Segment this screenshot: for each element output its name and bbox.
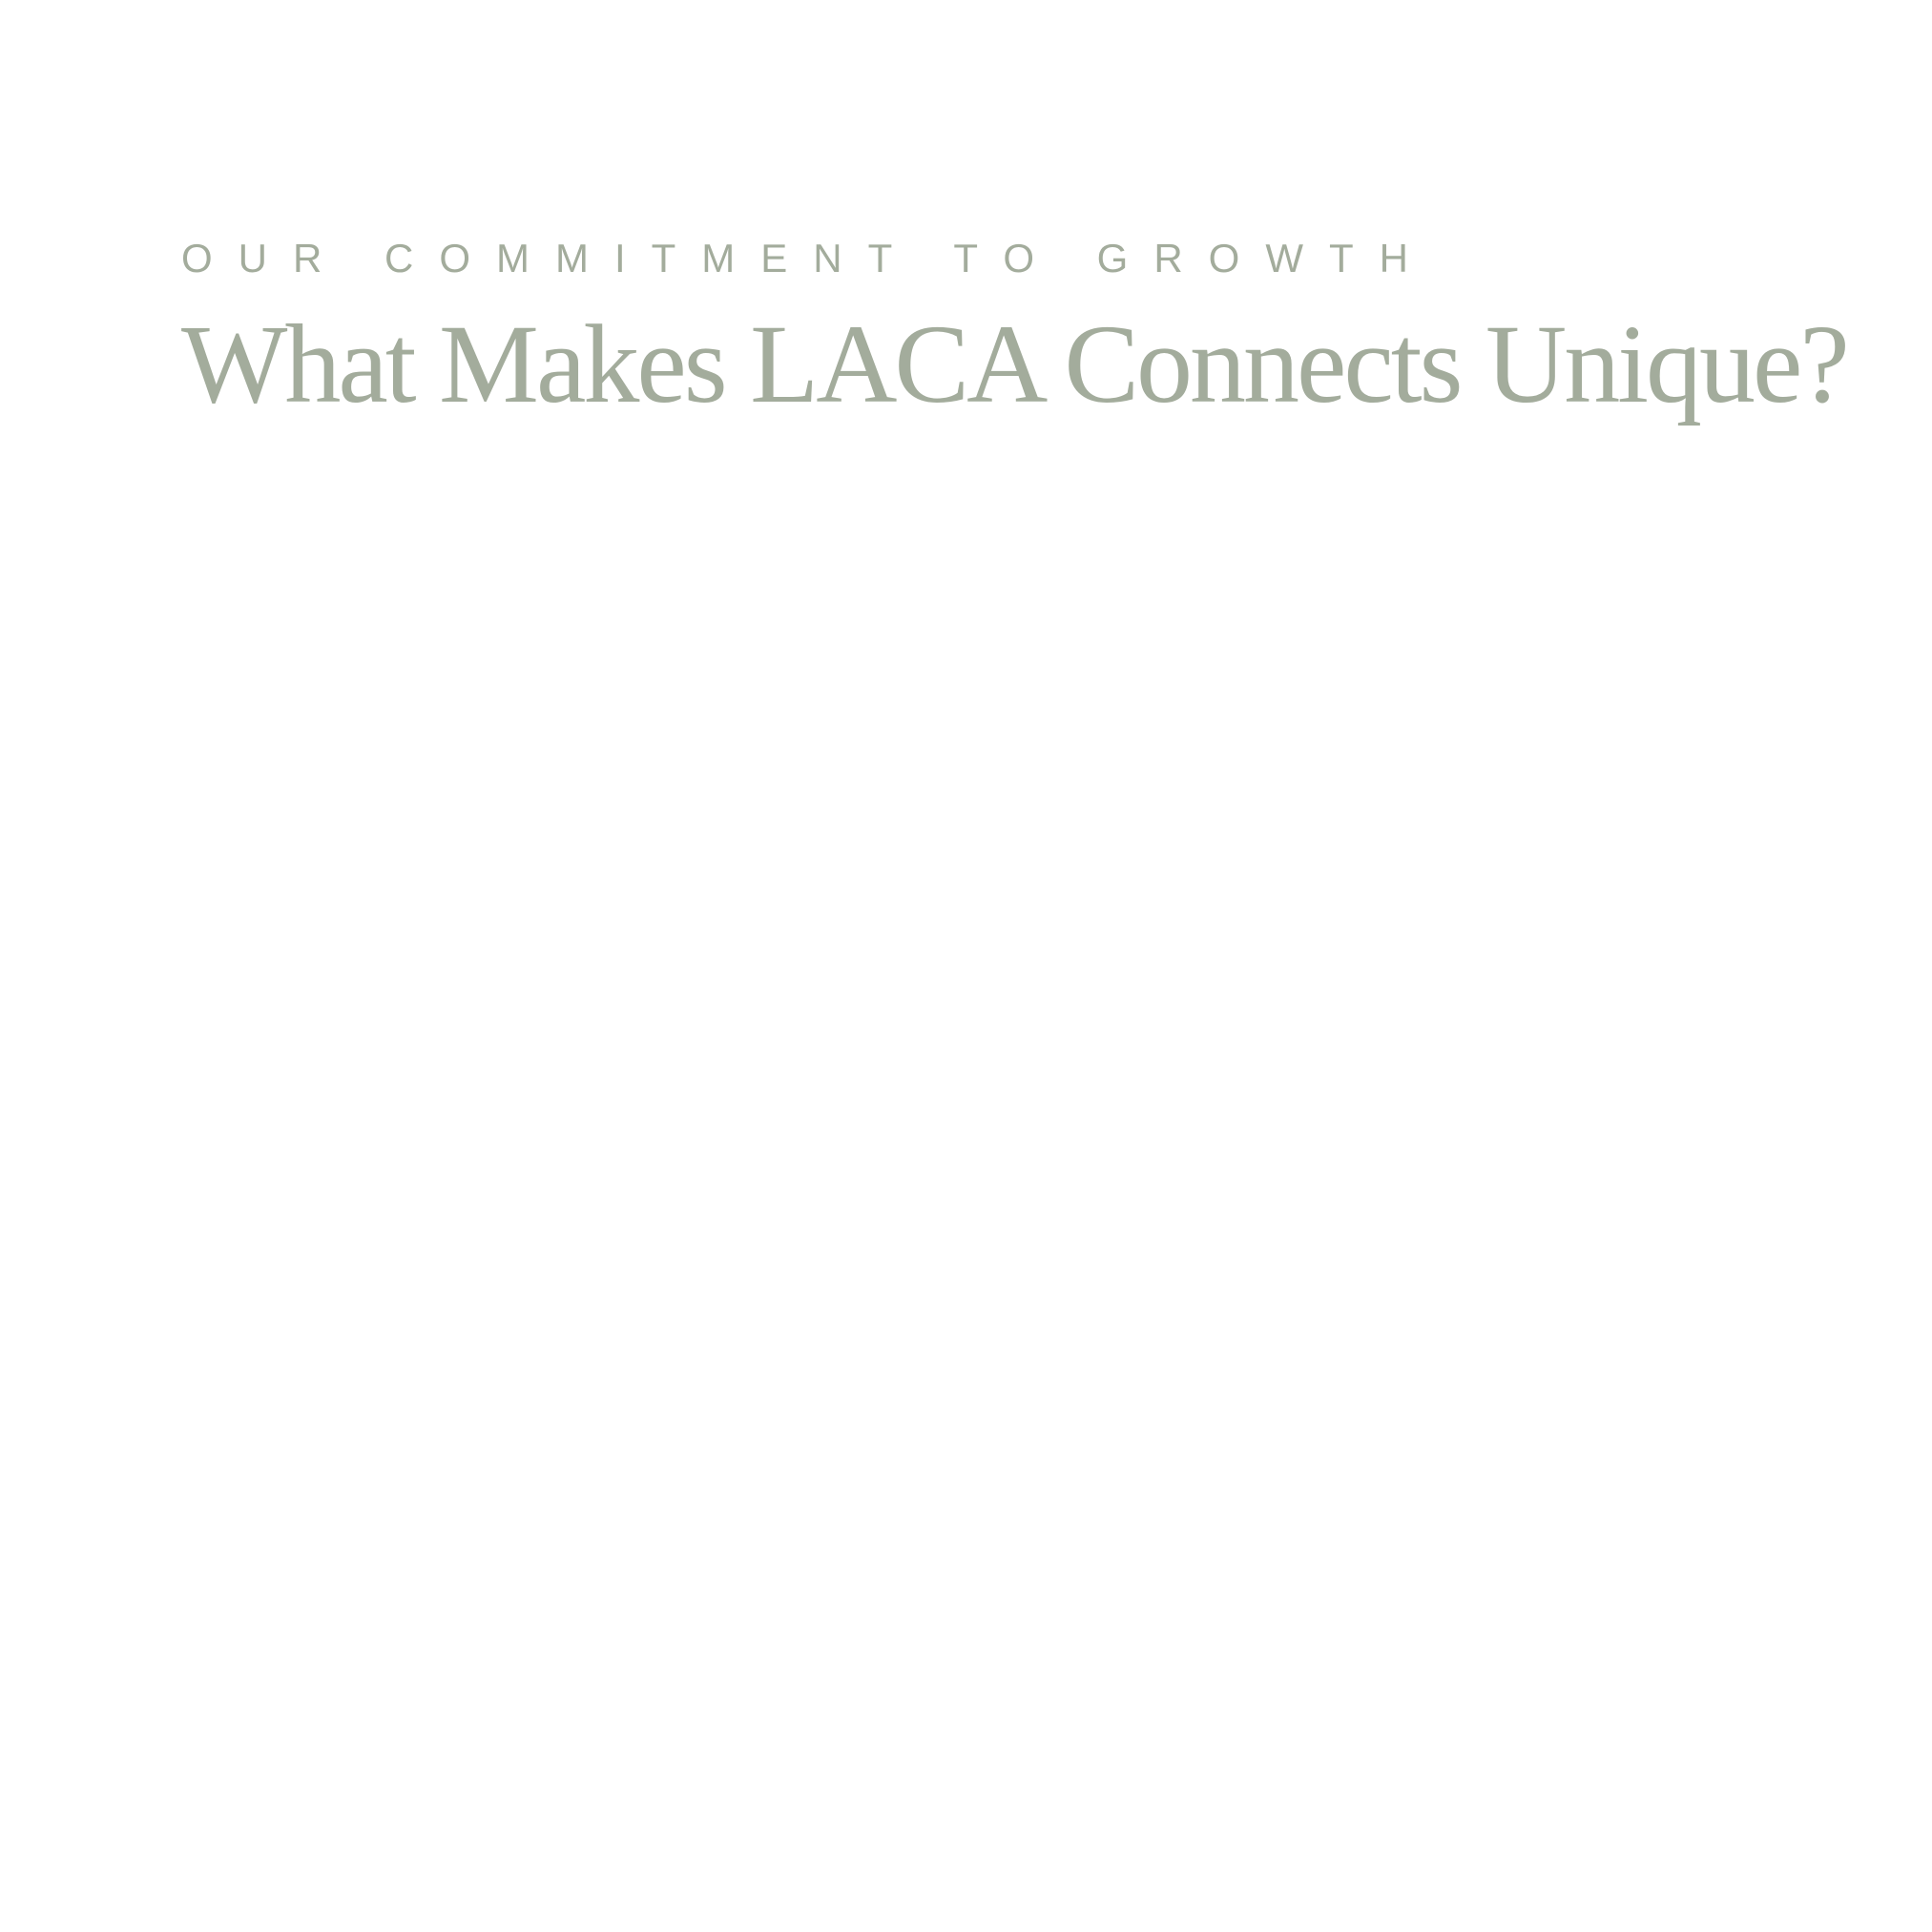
section-eyebrow: OUR COMMITMENT TO GROWTH bbox=[181, 236, 1434, 280]
section-header bbox=[181, 236, 1860, 426]
section-headline: What Makes LACA Connects Unique? bbox=[181, 301, 1847, 426]
